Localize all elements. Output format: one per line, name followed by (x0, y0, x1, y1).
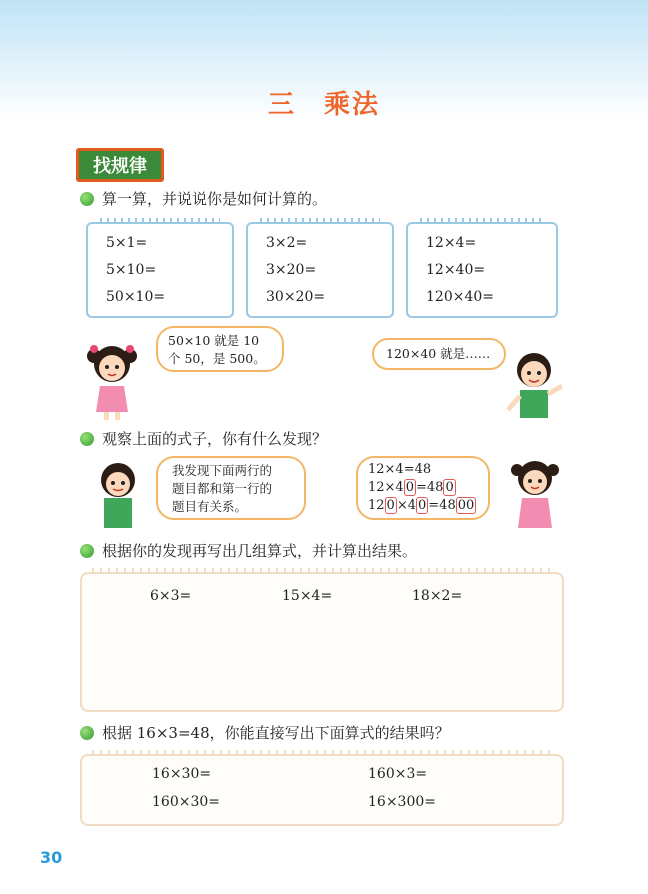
question-4 (80, 722, 450, 743)
speech-bubble-boy-1 (372, 338, 506, 370)
pattern-text: 12×4 (368, 480, 404, 495)
question-3-text: 根据你的发现再写出几组算式，并计算出结果。 (102, 542, 418, 560)
question-2 (80, 428, 327, 449)
boy-thinking-icon (88, 458, 148, 532)
question-2-text: 观察上面的式子，你有什么发现？ (102, 430, 328, 448)
bubble-line: 个 50，是 500。 (168, 351, 266, 366)
calc-line: 5×10= (106, 262, 157, 278)
practice-expr: 160×3= (368, 766, 428, 782)
girl-thinking-icon (504, 456, 566, 536)
pattern-text: 12 (368, 498, 385, 513)
practice-panel-1 (80, 572, 564, 712)
highlight-zero: 0 (445, 480, 454, 495)
bubble-line: 我发现下面两行的 (172, 463, 273, 478)
practice-expr: 15×4= (282, 588, 333, 604)
calc-line: 120×40= (426, 289, 494, 305)
calc-line: 50×10= (106, 289, 166, 305)
pattern-line-2 (368, 479, 478, 497)
highlight-zero: 0 (418, 498, 427, 513)
pattern-line-3 (368, 497, 478, 515)
boy-icon (502, 344, 568, 426)
pattern-line-1: 12×4=48 (368, 462, 432, 477)
bullet-icon (80, 544, 94, 558)
question-1 (80, 188, 327, 209)
highlight-zero: 0 (405, 480, 414, 495)
bubble-line: 120×40 就是…… (386, 346, 491, 361)
calc-line: 3×2= (266, 235, 308, 251)
question-4-text: 根据 16×3=48，你能直接写出下面算式的结果吗？ (102, 724, 450, 742)
practice-expr: 160×30= (152, 794, 220, 810)
practice-expr: 18×2= (412, 588, 463, 604)
calc-card-1 (86, 222, 234, 318)
calc-line: 5×1= (106, 235, 148, 251)
pattern-text: =48 (428, 498, 456, 513)
calc-line: 12×4= (426, 235, 477, 251)
girl-icon (80, 340, 144, 422)
practice-expr: 6×3= (150, 588, 192, 604)
highlight-zeros: 00 (457, 498, 475, 513)
bullet-icon (80, 192, 94, 206)
question-3 (80, 540, 417, 561)
highlight-zero: 0 (386, 498, 395, 513)
bullet-icon (80, 726, 94, 740)
calc-line: 12×40= (426, 262, 486, 278)
pattern-text: =48 (416, 480, 444, 495)
speech-bubble-girl-1 (156, 326, 284, 372)
calc-line: 3×20= (266, 262, 317, 278)
calc-card-3 (406, 222, 558, 318)
practice-panel-2 (80, 754, 564, 826)
bubble-line: 题目都和第一行的 (172, 481, 273, 496)
pattern-text: ×4 (396, 498, 416, 513)
bullet-icon (80, 432, 94, 446)
calc-line: 30×20= (266, 289, 326, 305)
page-number: 30 (40, 848, 63, 867)
chapter-title: 三 乘法 (267, 90, 380, 120)
practice-expr: 16×30= (152, 766, 212, 782)
section-tag: 找规律 (76, 148, 164, 182)
bubble-line: 50×10 就是 10 (168, 333, 260, 348)
calc-card-2 (246, 222, 394, 318)
bubble-line: 题目有关系。 (172, 499, 248, 514)
question-1-text: 算一算，并说说你是如何计算的。 (102, 190, 328, 208)
speech-bubble-boy-2 (156, 456, 306, 520)
pattern-bubble (356, 456, 490, 520)
practice-expr: 16×300= (368, 794, 436, 810)
